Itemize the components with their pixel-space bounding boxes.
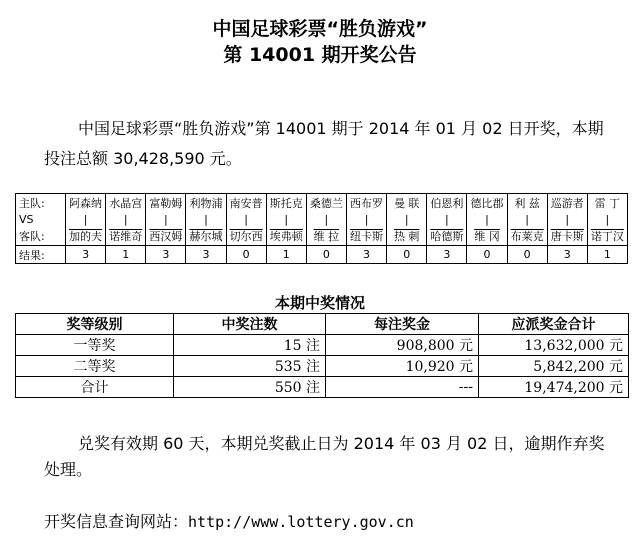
away-team: 维 拉 xyxy=(306,228,346,246)
home-label: 主队: xyxy=(16,194,66,212)
vs-separator: | xyxy=(146,212,186,228)
vs-separator: | xyxy=(467,212,507,228)
total-amount: 19,474,200 元 xyxy=(479,377,629,398)
match-result: 1 xyxy=(266,246,306,264)
home-team: 德比郡 xyxy=(467,194,507,212)
vs-separator: | xyxy=(266,212,306,228)
website-url[interactable]: http://www.lottery.gov.cn xyxy=(188,513,414,531)
total-amount: 13,632,000 元 xyxy=(479,335,629,356)
home-team: 巡游者 xyxy=(547,194,587,212)
prize-row-sum xyxy=(16,377,629,398)
match-result: 1 xyxy=(106,246,146,264)
match-result: 3 xyxy=(146,246,186,264)
away-team: 热 刺 xyxy=(387,228,427,246)
away-team: 加的夫 xyxy=(66,228,106,246)
home-team: 斯托克 xyxy=(266,194,306,212)
away-team-row xyxy=(16,228,628,246)
per-bet-amount: --- xyxy=(326,377,479,398)
prize-level: 二等奖 xyxy=(16,356,174,377)
result-row xyxy=(16,246,628,264)
prize-row-second xyxy=(16,356,629,377)
vs-label: VS xyxy=(16,212,66,228)
winning-count: 535 注 xyxy=(174,356,326,377)
match-result: 0 xyxy=(387,246,427,264)
vs-separator: | xyxy=(66,212,106,228)
away-team: 诺丁汉 xyxy=(587,228,627,246)
home-team: 桑德兰 xyxy=(306,194,346,212)
home-team: 水晶宫 xyxy=(106,194,146,212)
vs-separator: | xyxy=(507,212,547,228)
winning-count: 15 注 xyxy=(174,335,326,356)
vs-separator: | xyxy=(427,212,467,228)
away-team: 纽卡斯 xyxy=(346,228,386,246)
away-team: 布莱克 xyxy=(507,228,547,246)
match-result: 3 xyxy=(547,246,587,264)
away-team: 埃弗顿 xyxy=(266,228,306,246)
away-team: 西汉姆 xyxy=(146,228,186,246)
vs-separator: | xyxy=(587,212,627,228)
home-team-row xyxy=(16,194,628,212)
vs-separator: | xyxy=(106,212,146,228)
match-result: 3 xyxy=(346,246,386,264)
column-header-total: 应派奖金合计 xyxy=(479,314,629,335)
website-label: 开奖信息查询网站： xyxy=(44,512,189,531)
match-result: 0 xyxy=(306,246,346,264)
prize-header-row xyxy=(16,314,629,335)
match-result: 3 xyxy=(427,246,467,264)
validity-paragraph: 兑奖有效期 60 天，本期兑奖截止日为 2014 年 03 月 02 日，逾期作弃奖处理。 xyxy=(44,434,605,479)
match-result: 0 xyxy=(226,246,266,264)
home-team: 伯恩利 xyxy=(427,194,467,212)
prize-row-first xyxy=(16,335,629,356)
vs-separator: | xyxy=(387,212,427,228)
away-team: 赫尔城 xyxy=(186,228,226,246)
away-team: 哈德斯 xyxy=(427,228,467,246)
vs-separator: | xyxy=(226,212,266,228)
home-team: 利 兹 xyxy=(507,194,547,212)
total-amount: 5,842,200 元 xyxy=(479,356,629,377)
home-team: 富勒姆 xyxy=(146,194,186,212)
match-result: 0 xyxy=(507,246,547,264)
away-team: 诺维奇 xyxy=(106,228,146,246)
away-label: 客队: xyxy=(16,228,66,246)
vs-separator: | xyxy=(306,212,346,228)
column-header-per-bet: 每注奖金 xyxy=(326,314,479,335)
match-result: 1 xyxy=(587,246,627,264)
per-bet-amount: 908,800 元 xyxy=(326,335,479,356)
prize-level: 合计 xyxy=(16,377,174,398)
title-line-1: 中国足球彩票“胜负游戏” xyxy=(212,18,428,40)
website-line xyxy=(44,509,414,532)
per-bet-amount: 10,920 元 xyxy=(326,356,479,377)
home-team: 南安普 xyxy=(226,194,266,212)
away-team: 维 冈 xyxy=(467,228,507,246)
vs-separator: | xyxy=(186,212,226,228)
match-table xyxy=(15,193,628,264)
match-result: 3 xyxy=(186,246,226,264)
prize-heading: 本期中奖情况 xyxy=(274,294,365,312)
intro-paragraph: 中国足球彩票“胜负游戏”第 14001 期于 2014 年 01 月 02 日开奖，本期投注总额 30,428,590 元。 xyxy=(44,119,604,168)
home-team: 曼 联 xyxy=(387,194,427,212)
away-team: 切尔西 xyxy=(226,228,266,246)
home-team: 西布罗 xyxy=(346,194,386,212)
match-result: 3 xyxy=(66,246,106,264)
prize-table xyxy=(15,313,629,398)
match-result: 0 xyxy=(467,246,507,264)
title-line-2: 第 14001 期开奖公告 xyxy=(223,44,417,66)
vs-row xyxy=(16,212,628,228)
result-label: 结果: xyxy=(16,246,66,264)
column-header-level: 奖等级别 xyxy=(16,314,174,335)
away-team: 唐卡斯 xyxy=(547,228,587,246)
winning-count: 550 注 xyxy=(174,377,326,398)
home-team: 利物浦 xyxy=(186,194,226,212)
home-team: 阿森纳 xyxy=(66,194,106,212)
column-header-count: 中奖注数 xyxy=(174,314,326,335)
prize-level: 一等奖 xyxy=(16,335,174,356)
vs-separator: | xyxy=(547,212,587,228)
vs-separator: | xyxy=(346,212,386,228)
home-team: 雷 丁 xyxy=(587,194,627,212)
